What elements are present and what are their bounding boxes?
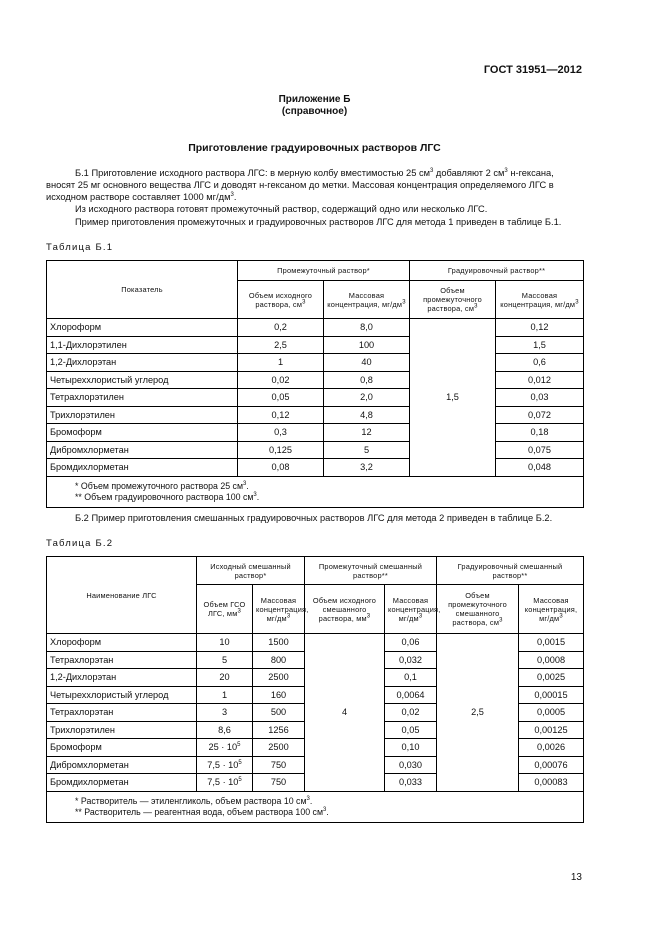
- header-vol-intermediate-mix: Объем промежуточного смешанного раствора, $см^3$: [437, 585, 519, 634]
- merged-calibration-volume-cell: 2,5: [437, 634, 519, 792]
- table-row: 1,1-Дихлорэтилен 2,5 100 1,5: [47, 336, 584, 354]
- table-row: Трихлорэтилен 0,12 4,8 0,072: [47, 406, 584, 424]
- table-b1: [46, 260, 584, 508]
- appendix-heading: [46, 94, 583, 118]
- footnote-1: * Растворитель — этиленгликоль, объем раствора 10 $см^3$.: [75, 795, 313, 806]
- header-intermediate-mix: Промежуточный смешанный раствор**: [305, 557, 437, 585]
- table-row: Трихлорэтилен 8,6 1256 0,05 0,00125: [47, 721, 584, 739]
- header-source-mix: Исходный смешанный раствор*: [197, 557, 305, 585]
- merged-intermediate-volume-cell: 4: [305, 634, 385, 792]
- table-row: Дибромхлорметан 0,125 5 0,075: [47, 441, 584, 459]
- header-conc-3: Массовая концентрация, $мг/дм^3$: [519, 585, 584, 634]
- paragraph-intermediate: Из исходного раствора готовят промежуточный раствор, содержащий одно или несколько ЛГС.: [75, 204, 488, 214]
- table-row: Бромоформ 0,3 12 0,18: [47, 424, 584, 442]
- table-b2-caption: Таблица Б.2: [46, 538, 114, 549]
- table-row: Хлороформ 0,2 8,0 1,5 0,12: [47, 319, 584, 337]
- appendix-subtitle: (справочное): [281, 106, 348, 117]
- header-calibration: Градуировочный раствор**: [410, 261, 584, 281]
- footnote-2: ** Объем градуировочного раствора 100 $см^3$.: [75, 491, 260, 502]
- header-vol-source: Объем исходного раствора, $см^3$: [238, 281, 324, 319]
- header-vol-intermediate: Объем промежуточного раствора, $см^3$: [410, 281, 496, 319]
- table-b2-footnotes: [47, 791, 584, 822]
- page-number: 13: [570, 872, 582, 883]
- standard-number: ГОСТ 31951—2012: [483, 64, 582, 76]
- header-mass-conc: Массовая концентрация, $мг/дм^3$: [324, 281, 410, 319]
- header-intermediate: Промежуточный раствор*: [238, 261, 410, 281]
- header-vol-gso: Объем ГСО ЛГС, $мм^3$: [197, 585, 253, 634]
- appendix-title: Приложение Б: [278, 94, 351, 105]
- table-row: Бромдихлорметан 0,08 3,2 0,048: [47, 459, 584, 477]
- paragraph-example-1: Пример приготовления промежуточных и градуировочных растворов ЛГС для метода 1 приведен в таблице Б.1.: [75, 217, 562, 227]
- paragraph-b2: Б.2 Пример приготовления смешанных градуировочных растворов ЛГС для метода 2 приведен в таблице Б.2.: [75, 513, 553, 523]
- header-calibration-mix: Градуировочный смешанный раствор**: [437, 557, 584, 585]
- table-row: Бромоформ $25 \cdot 10^5$ 2500 0,10 0,0026: [47, 739, 584, 757]
- table-row: Бромдихлорметан $7,5 \cdot 10^5$ 750 0,033 0,00083: [47, 774, 584, 792]
- footnote-1: * Объем промежуточного раствора 25 $см^3$.: [75, 480, 249, 491]
- table-row: 1,2-Дихлорэтан 1 40 0,6: [47, 354, 584, 372]
- table-b2: [46, 556, 584, 823]
- merged-volume-cell: 1,5: [410, 319, 496, 477]
- table-row: Тетрахлорэтан 3 500 0,02 0,0005: [47, 704, 584, 722]
- header-name: Наименование ЛГС: [47, 557, 197, 634]
- section-title: Приготовление градуировочных растворов ЛГС: [188, 142, 441, 154]
- header-vol-source-mix: Объем исходного смешанного раствора, $мм^3$: [305, 585, 385, 634]
- table-row: Четыреххлористый углерод 0,02 0,8 0,012: [47, 371, 584, 389]
- table-row: 1,2-Дихлорэтан 20 2500 0,1 0,0025: [47, 669, 584, 687]
- table-b1-footnotes: [47, 476, 584, 507]
- paragraph-b1: Б.1 Приготовление исходного раствора ЛГС: в мерную колбу вместимостью 25 $см^3$ добавляют 2 $см^3$ н-гексана, вносят 25 мг основного вещества ЛГС и доводят н-гексаном до метки. Массовая концентрация определяемого ЛГС в исходном растворе составляет 1000 $мг/дм^3$.: [46, 167, 554, 202]
- table-b1-caption: Таблица Б.1: [46, 242, 114, 253]
- table-row: Четыреххлористый углерод 1 160 0,0064 0,00015: [47, 686, 584, 704]
- header-mass-conc-2: Массовая концентрация, $мг/дм^3$: [496, 281, 584, 319]
- table-row: Тетрахлорэтан 5 800 0,032 0,0008: [47, 651, 584, 669]
- header-indicator: Показатель: [47, 261, 238, 319]
- header-conc-1: Массовая концентрация, $мг/дм^3$: [253, 585, 305, 634]
- header-conc-2: Массовая концентрация, $мг/дм^3$: [385, 585, 437, 634]
- table-row: Хлороформ 10 1500 4 0,06 2,5 0,0015: [47, 634, 584, 652]
- table-row: Тетрахлорэтилен 0,05 2,0 0,03: [47, 389, 584, 407]
- table-row: Дибромхлорметан $7,5 \cdot 10^5$ 750 0,030 0,00076: [47, 756, 584, 774]
- footnote-2: ** Растворитель — реагентная вода, объем раствора 100 $см^3$.: [75, 806, 329, 817]
